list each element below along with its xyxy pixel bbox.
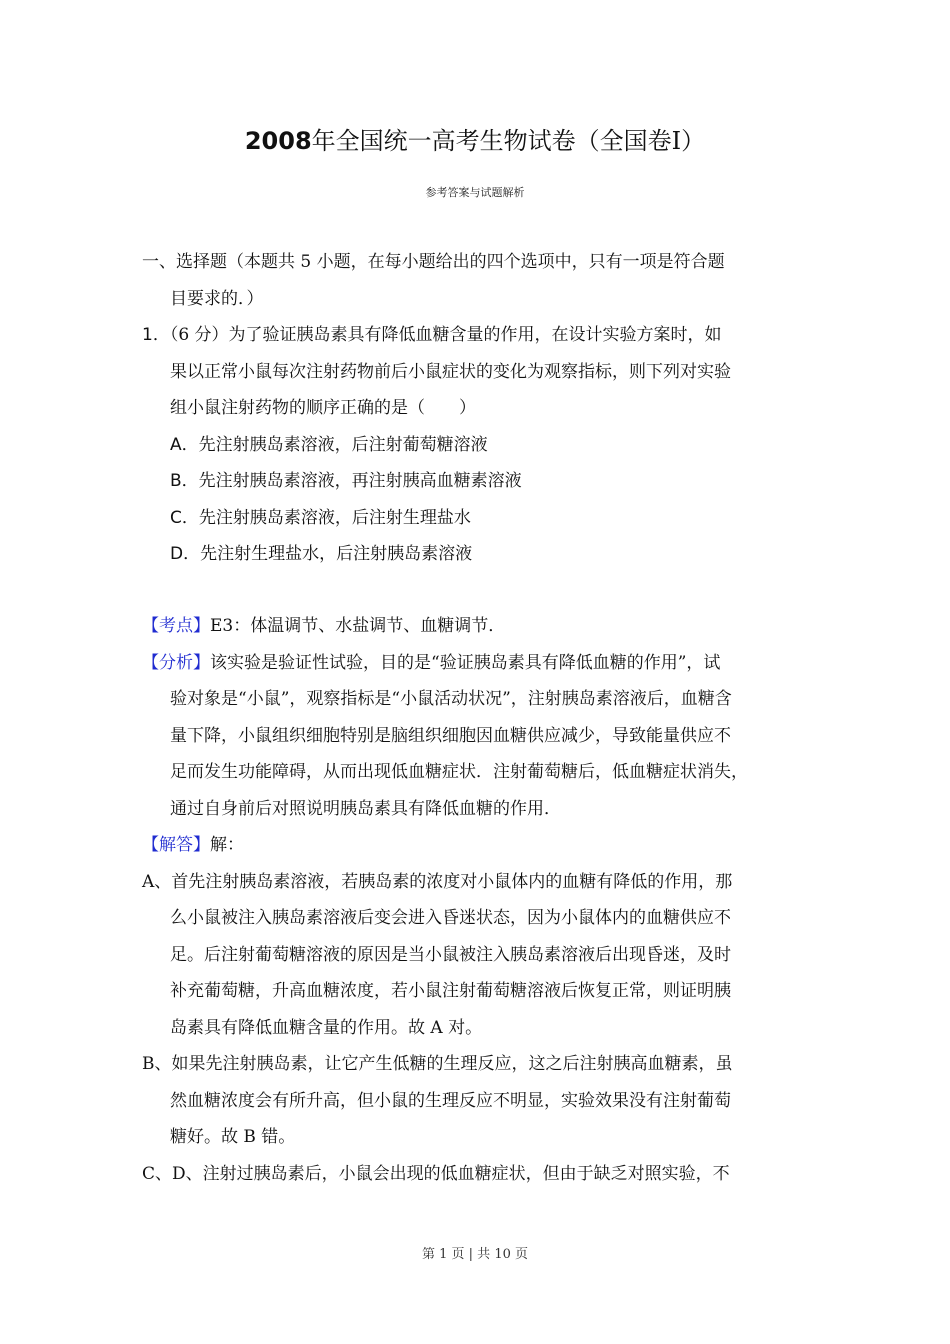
fenxi-tag: 【分析】 [142, 652, 210, 673]
kaodian-row [142, 608, 822, 645]
answer-a-line: 足。后注射葡萄糖溶液的原因是当小鼠被注入胰岛素溶液后出现昏迷，及时 [170, 944, 731, 965]
fenxi-line: 足而发生功能障碍，从而出现低血糖症状．注射葡萄糖后，低血糖症状消失， [170, 762, 748, 782]
page-title [0, 124, 950, 158]
section-heading-line-2: 目要求的．） [170, 288, 264, 309]
fenxi-line: 量下降，小鼠组织细胞特别是脑组织细胞因血糖供应减少，导致能量供应不 [170, 725, 731, 746]
option-d: D．先注射生理盐水，后注射胰岛素溶液 [170, 544, 473, 564]
fenxi-line: 通过自身前后对照说明胰岛素具有降低血糖的作用． [170, 798, 561, 819]
question-stem-line-2: 果以正常小鼠每次注射药物前后小鼠症状的变化为观察指标，则下列对实验 [170, 361, 731, 382]
answer-b-line: 糖好。故 B 错。 [170, 1127, 296, 1147]
answer-b-line: 然血糖浓度会有所升高，但小鼠的生理反应不明显，实验效果没有注射葡萄 [170, 1090, 731, 1111]
option-a: A．先注射胰岛素溶液，后注射葡萄糖溶液 [170, 434, 488, 455]
section-heading [142, 244, 822, 317]
answer-cd-line: C、D、注射过胰岛素后，小鼠会出现的低血糖症状，但由于缺乏对照实验，不 [142, 1163, 730, 1184]
jieda-tag: 【解答】 [142, 835, 210, 855]
question-number: 1． [142, 325, 170, 345]
page-footer: 第 1 页 | 共 10 页 [422, 1247, 528, 1262]
answer-b-line: B、如果先注射胰岛素，让它产生低糖的生理反应，这之后注射胰高血糖素，虽 [142, 1054, 733, 1074]
question-1 [142, 317, 822, 573]
answer-a-line: 么小鼠被注入胰岛素溶液后变会进入昏迷状态，因为小鼠体内的血糖供应不 [170, 908, 731, 928]
question-stem-line-1: （6 分）为了验证胰岛素具有降低血糖含量的作用，在设计实验方案时，如 [169, 325, 722, 345]
kaodian-text: E3：体温调节、水盐调节、血糖调节． [210, 616, 506, 636]
answer-a-line: 岛素具有降低血糖含量的作用。故 A 对。 [170, 1017, 483, 1038]
fenxi-line: 验对象是“小鼠”，观察指标是“小鼠活动状况”，注射胰岛素溶液后，血糖含 [170, 689, 732, 709]
option-b: B．先注射胰岛素溶液，再注射胰高血糖素溶液 [170, 471, 522, 491]
answer-a-line: 补充葡萄糖，升高血糖浓度，若小鼠注射葡萄糖溶液后恢复正常，则证明胰 [170, 981, 731, 1001]
option-c: C．先注射胰岛素溶液，后注射生理盐水 [170, 507, 471, 528]
answer-a-line: A、首先注射胰岛素溶液，若胰岛素的浓度对小鼠体内的血糖有降低的作用，那 [142, 871, 733, 892]
fenxi-row: 【分析】该实验是验证性试验，目的是“验证胰岛素具有降低血糖的作用”，试 [142, 652, 721, 673]
title-year: 2008 [244, 127, 312, 155]
question-stem-line-3: 组小鼠注射药物的顺序正确的是（ ） [170, 398, 476, 418]
page-subtitle: 参考答案与试题解析 [425, 186, 525, 199]
section-heading-line-1: 一、选择题（本题共 5 小题，在每小题给出的四个选项中，只有一项是符合题 [142, 252, 725, 272]
title-text: 年全国统一高考生物试卷（全国卷Ⅰ） [311, 127, 706, 155]
analysis-section [142, 608, 822, 1192]
jieda-row: 【解答】解： [142, 835, 244, 855]
kaodian-tag: 【考点】 [142, 616, 210, 636]
